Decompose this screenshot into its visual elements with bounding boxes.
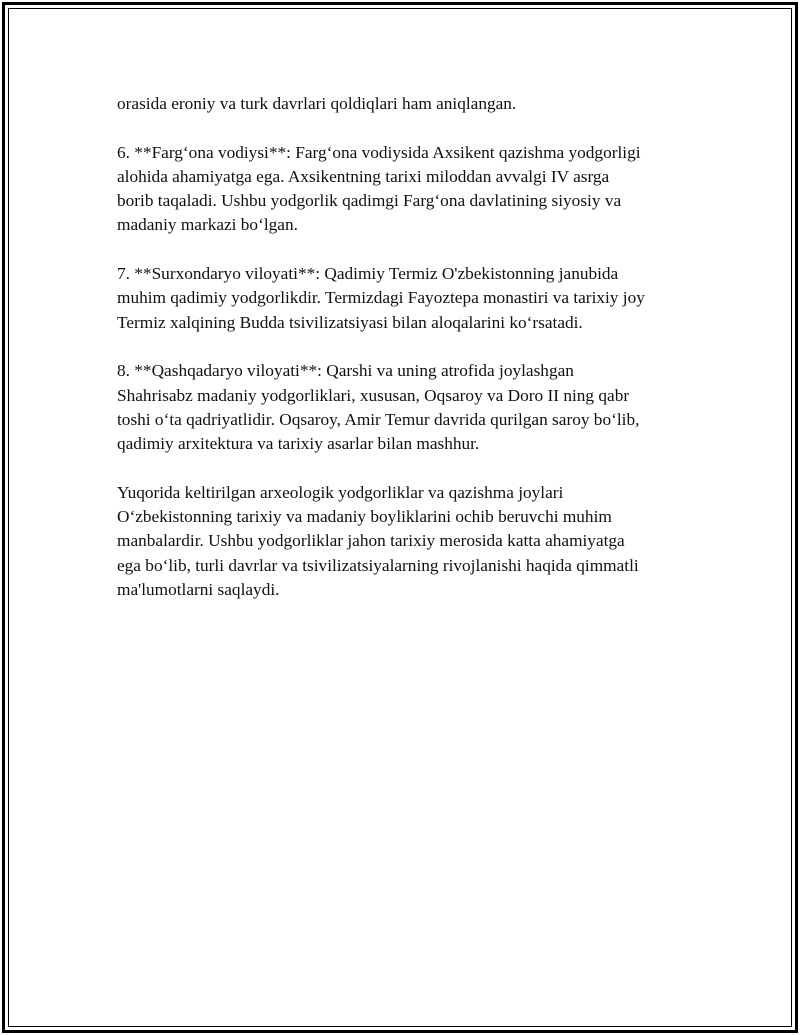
paragraph-qashqadaryo-viloyati [117,359,689,456]
text-line: orasida eroniy va turk davrlari qoldiqlari ham aniqlangan. [117,94,517,113]
text-line: manbalardir. Ushbu yodgorliklar jahon tarixiy merosida katta ahamiyatga [117,531,625,551]
text-line: Yuqorida keltirilgan arxeologik yodgorliklar va qazishma joylari [117,482,564,502]
document-body [117,92,689,627]
text-line: 6. **Farg‘ona vodiysi**: Farg‘ona vodiysida Axsikent qazishma yodgorligi [117,142,641,162]
text-line: alohida ahamiyatga ega. Axsikentning tarixi miloddan avvalgi IV asrga [117,166,610,186]
text-line: Termiz xalqining Budda tsivilizatsiyasi bilan aloqalarini ko‘rsatadi. [117,312,583,332]
text-line: ega bo‘lib, turli davrlar va tsivilizatsiyalarning rivojlanishi haqida qimmatli [117,555,639,575]
text-line: Shahrisabz madaniy yodgorliklari, xususan, Oqsaroy va Doro II ning qabr [117,385,630,405]
text-line: 7. **Surxondaryo viloyati**: Qadimiy Termiz O'zbekistonning janubida [117,264,619,284]
text-line: muhim qadimiy yodgorlikdir. Termizdagi Fayoztepa monastiri va tarixiy joy [117,288,645,308]
paragraph-fargona-vodiysi [117,141,689,238]
text-line: ma'lumotlarni saqlaydi. [117,579,280,599]
paragraph-continuation [117,92,689,116]
text-line: qadimiy arxitektura va tarixiy asarlar bilan mashhur. [117,434,480,454]
text-line: O‘zbekistonning tarixiy va madaniy boyliklarini ochib beruvchi muhim [117,507,612,527]
text-line: toshi o‘ta qadriyatlidir. Oqsaroy, Amir Temur davrida qurilgan saroy bo‘lib, [117,409,640,429]
text-line: borib taqaladi. Ushbu yodgorlik qadimgi Farg‘ona davlatining siyosiy va [117,191,622,211]
paragraph-conclusion [117,481,689,602]
paragraph-surxondaryo-viloyati [117,262,689,335]
text-line: 8. **Qashqadaryo viloyati**: Qarshi va uning atrofida joylashgan [117,361,574,381]
text-line: madaniy markazi bo‘lgan. [117,215,298,235]
